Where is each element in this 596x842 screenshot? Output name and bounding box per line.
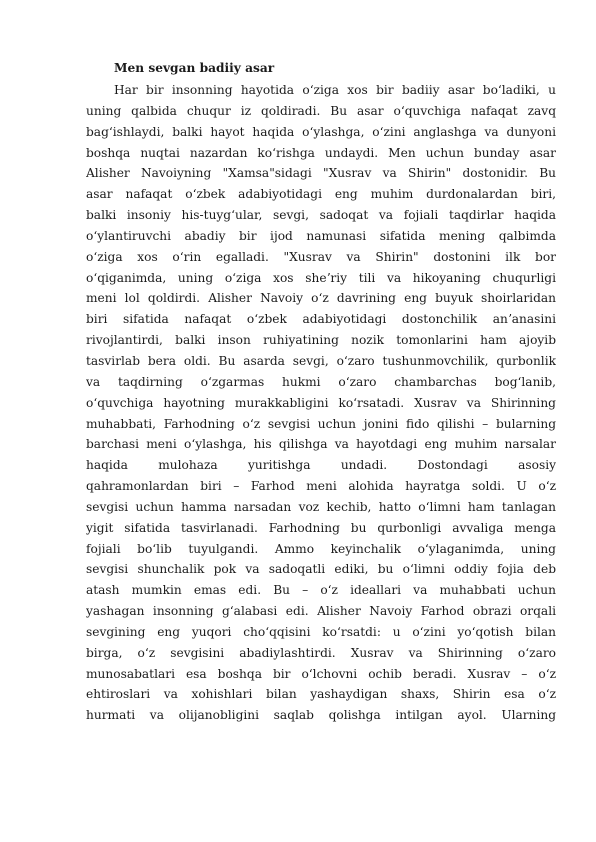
text-line: meni lol qoldirdi. Alisher Navoiy oʻz davrining eng buyuk shoirlaridan: [86, 291, 556, 306]
text-line: uning qalbida chuqur iz qoldiradi. Bu asar oʻquvchiga nafaqat zavq: [86, 103, 556, 118]
text-line: atash mumkin emas edi. Bu – oʻz ideallari va muhabbati uchun: [86, 583, 556, 598]
text-line: boshqa nuqtai nazardan koʻrishga undaydi. Men uchun bunday asar: [86, 145, 556, 160]
text-line: oʻquvchiga hayotning murakkabligini koʻrsatadi. Xusrav va Shirinning: [86, 395, 556, 410]
text-line: oʻqiganimda, uning oʻziga xos sheʼriy tili va hikoyaning chuqurligi: [86, 270, 556, 285]
text-line: haqida mulohaza yuritishga undadi. Dostondagi asosiy: [86, 458, 556, 473]
text-line: va taqdirning oʻzgarmas hukmi oʻzaro chambarchas bogʻlanib,: [86, 374, 556, 389]
text-line: tasvirlab bera oldi. Bu asarda sevgi, oʻzaro tushunmovchilik, qurbonlik: [86, 353, 556, 368]
document-title: Men sevgan badiiy asar: [114, 61, 275, 75]
text-line: asar nafaqat oʻzbek adabiyotidagi eng muhim durdonalardan biri,: [86, 187, 556, 202]
text-line: hurmati va olijanobligini saqlab qolishga intilgan ayol. Ularning: [86, 708, 556, 723]
text-line: qahramonlardan biri – Farhod meni alohida hayratga soldi. U oʻz: [86, 479, 556, 494]
text-line: oʻylantiruvchi abadiy bir ijod namunasi sifatida mening qalbimda: [86, 228, 556, 243]
text-line: barchasi meni oʻylashga, his qilishga va hayotdagi eng muhim narsalar: [86, 437, 556, 452]
text-line: bagʻishlaydi, balki hayot haqida oʻylashga, oʻzini anglashga va dunyoni: [86, 124, 556, 139]
text-line: rivojlantirdi, balki inson ruhiyatining nozik tomonlarini ham ajoyib: [86, 333, 556, 348]
text-line: balki insoniy his-tuygʻular, sevgi, sadoqat va fojiali taqdirlar haqida: [86, 208, 556, 223]
text-line: sevgisi uchun hamma narsadan voz kechib, hatto oʻlimni ham tanlagan: [86, 499, 556, 514]
text-line: yashagan insonning gʻalabasi edi. Alisher Navoiy Farhod obrazi orqali: [86, 604, 556, 619]
text-line: biri sifatida nafaqat oʻzbek adabiyotidagi dostonchilik anʼanasini: [86, 312, 556, 327]
text-line: birga, oʻz sevgisini abadiylashtirdi. Xusrav va Shirinning oʻzaro: [86, 645, 556, 660]
document-page: [86, 58, 556, 726]
text-line: fojiali boʻlib tuyulgandi. Ammo keyinchalik oʻylaganimda, uning: [86, 541, 556, 556]
text-line: Har bir insonning hayotida oʻziga xos bir badiiy asar boʻladiki, u: [114, 83, 556, 97]
text-line: muhabbati, Farhodning oʻz sevgisi uchun jonini fido qilishi – bularning: [86, 416, 556, 431]
text-line: ehtiroslari va xohishlari bilan yashaydigan shaxs, Shirin esa oʻz: [86, 687, 556, 702]
text-line: yigit sifatida tasvirlanadi. Farhodning bu qurbonligi avvaliga menga: [86, 520, 556, 535]
text-line: Alisher Navoiyning "Xamsa"sidagi "Xusrav va Shirin" dostonidir. Bu: [86, 166, 556, 181]
text-line: oʻziga xos oʻrin egalladi. "Xusrav va Shirin" dostonini ilk bor: [86, 249, 556, 264]
text-line: munosabatlari esa boshqa bir oʻlchovni ochib beradi. Xusrav – oʻz: [86, 666, 556, 681]
text-line: sevgisi shunchalik pok va sadoqatli ediki, bu oʻlimni oddiy fojia deb: [86, 562, 556, 577]
text-line: sevgining eng yuqori choʻqqisini koʻrsatdi: u oʻzini yoʻqotish bilan: [86, 624, 556, 639]
document-body: [86, 80, 556, 726]
